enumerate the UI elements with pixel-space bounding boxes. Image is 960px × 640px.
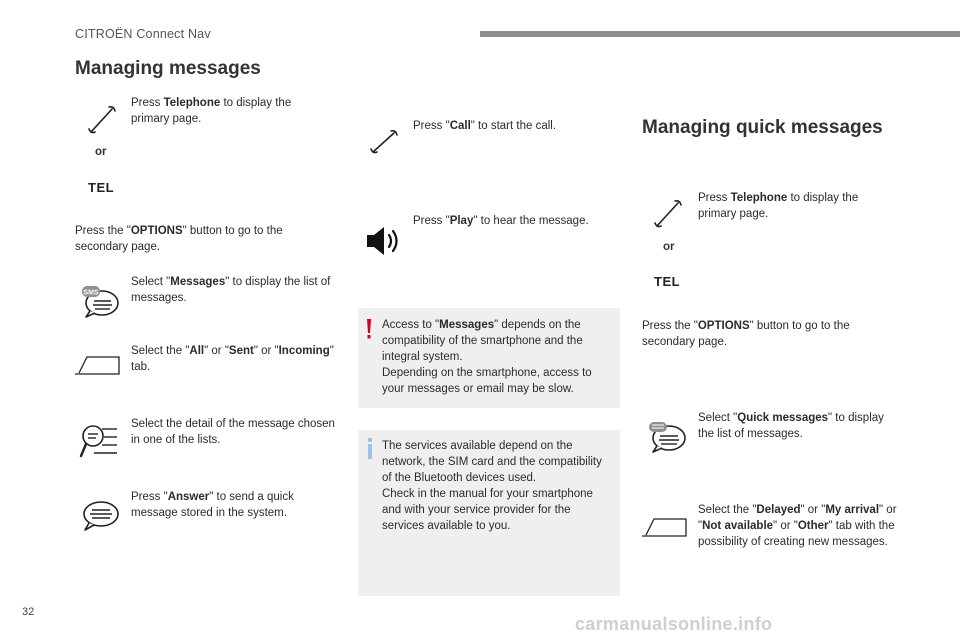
speaker-icon xyxy=(365,224,401,258)
info-icon xyxy=(366,438,374,460)
page-number: 32 xyxy=(22,606,35,618)
message-bubble-icon xyxy=(80,500,120,532)
middle-press-play: Press "Play" to hear the message. xyxy=(413,215,589,227)
warning-icon xyxy=(365,318,373,340)
message-detail-icon xyxy=(80,423,118,459)
handset-icon xyxy=(654,200,682,228)
or-label: or xyxy=(95,146,107,158)
handset-icon xyxy=(370,130,398,154)
left-options-text: Press the "OPTIONS" button to go to the secondary page. xyxy=(75,225,283,253)
tab-outline-icon xyxy=(642,517,688,537)
middle-press-call: Press "Call" to start the call. xyxy=(413,120,557,132)
sms-bubble-icon xyxy=(80,284,120,318)
right-step-telephone: Press Telephone to display the primary page. xyxy=(698,192,859,220)
left-press-answer: Press "Answer" to send a quick message stored in the system. xyxy=(131,491,294,519)
svg-text:SMS: SMS xyxy=(83,289,99,297)
watermark: carmanualsonline.info xyxy=(575,614,773,634)
tel-button-label: TEL xyxy=(88,180,115,195)
left-select-tab: Select the "All" or "Sent" or "Incoming" tab. xyxy=(131,345,334,373)
right-select-quick-messages: Select "Quick messages" to display the list of messages. xyxy=(698,412,884,440)
left-select-messages: Select "Messages" to display the list of messages. xyxy=(131,276,331,304)
left-step-telephone: Press Telephone to display the primary page. xyxy=(131,97,292,125)
tab-outline-icon xyxy=(75,355,121,375)
right-options-text: Press the "OPTIONS" button to go to the secondary page. xyxy=(642,320,850,348)
section-title-quick-messages: Managing quick messages xyxy=(642,117,883,138)
left-select-detail: Select the detail of the message chosen in one of the lists. xyxy=(131,418,335,446)
right-select-tab: Select the "Delayed" or "My arrival" or "Not available" or "Other" tab with the possibility of creating new messages. xyxy=(698,504,897,548)
handset-icon xyxy=(88,106,116,134)
or-label: or xyxy=(663,241,675,253)
warning-note-text: Access to "Messages" depends on the compatibility of the smartphone and the integral system. Depending on the smartphone, access to your messages or email may be slow. xyxy=(382,319,592,395)
tel-button-label: TEL xyxy=(654,274,681,289)
running-header: CITROËN Connect Nav xyxy=(75,27,211,41)
info-note-text: The services available depend on the network, the SIM card and the compatibility of the Bluetooth devices used. Check in the manual for your smartphone and with your service provider for the services available to you. xyxy=(382,440,602,532)
quick-message-icon xyxy=(647,420,687,454)
section-title-messages: Managing messages xyxy=(75,58,261,79)
header-bar xyxy=(480,31,960,37)
